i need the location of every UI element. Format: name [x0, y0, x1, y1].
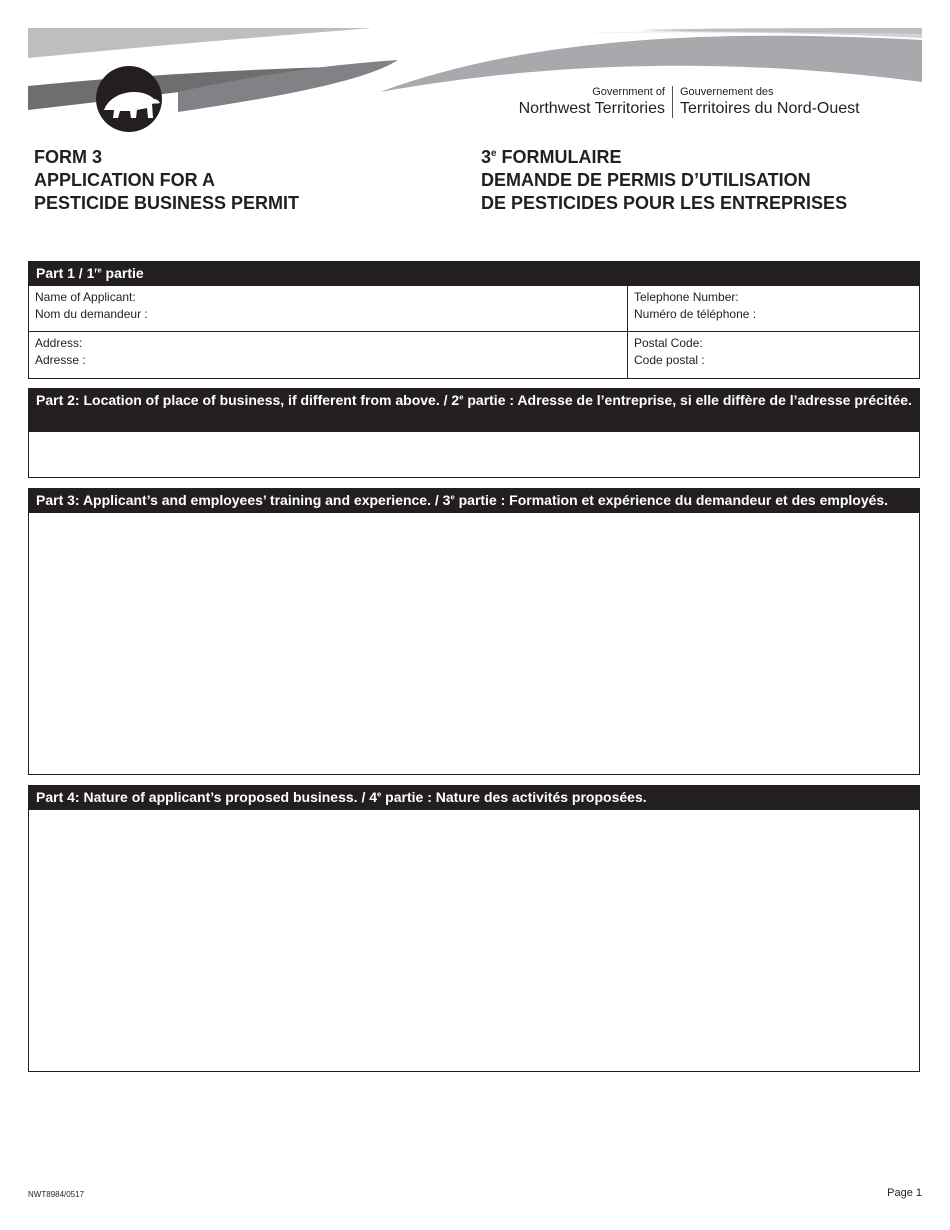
- part1-header-text-b: partie: [101, 265, 144, 281]
- part1-section: [28, 261, 920, 379]
- part3-header-text: Part 3: Applicant’s and employees’ training and experience. / 3: [36, 492, 451, 508]
- address-label-fr: Adresse :: [35, 353, 86, 367]
- gov-fr-line2: Territoires du Nord-Ouest: [680, 100, 860, 117]
- part4-section: [28, 785, 920, 1072]
- part4-header: [29, 786, 919, 810]
- telephone-label-fr: Numéro de téléphone :: [634, 307, 757, 321]
- part3-section: [28, 488, 920, 775]
- postal-code-label-en: Postal Code:: [634, 336, 703, 350]
- applicant-name-label-fr: Nom du demandeur :: [35, 307, 148, 321]
- swoosh-right-light: [380, 36, 922, 92]
- part3-header: [29, 489, 919, 513]
- government-divider: [672, 86, 673, 118]
- part4-header-text-b: partie : Nature des activités proposées.: [381, 789, 647, 805]
- part3-header-sup: e: [450, 492, 455, 502]
- swoosh-top-light: [28, 28, 372, 58]
- telephone-field[interactable]: [628, 286, 919, 331]
- part4-header-text: Part 4: Nature of applicant’s proposed business. / 4: [36, 789, 378, 805]
- proposed-business-field[interactable]: [29, 810, 919, 1071]
- title-en-line1: FORM 3: [34, 147, 103, 167]
- part1-row-address-postal: [29, 331, 919, 378]
- form-title-fr: [481, 146, 921, 215]
- part1-header-text: Part 1 / 1: [36, 265, 95, 281]
- part3-header-text-b: partie : Formation et expérience du demandeur et des employés.: [454, 492, 889, 508]
- address-label-en: Address:: [35, 336, 83, 350]
- part1-header: [29, 262, 919, 285]
- title-en-line2: APPLICATION FOR A: [34, 170, 215, 190]
- part1-row-name-phone: [29, 285, 919, 331]
- business-location-field[interactable]: [29, 432, 919, 477]
- gov-fr-line1: Gouvernement des: [680, 86, 774, 98]
- applicant-name-field[interactable]: [29, 286, 628, 331]
- form-code: NWT8984/0517: [28, 1190, 85, 1199]
- telephone-label-en: Telephone Number:: [634, 290, 739, 304]
- part2-header: [29, 389, 919, 432]
- part4-header-sup: e: [377, 789, 382, 799]
- form-title-en: [34, 146, 454, 215]
- government-name-fr: [680, 86, 860, 118]
- page-number: Page 1: [887, 1187, 922, 1199]
- title-fr-number: 3: [481, 147, 492, 167]
- part1-header-sup: re: [94, 265, 102, 275]
- applicant-name-label-en: Name of Applicant:: [35, 290, 136, 304]
- gov-en-line1: Government of: [592, 86, 665, 98]
- training-experience-field[interactable]: [29, 513, 919, 774]
- part2-section: [28, 388, 920, 478]
- title-fr-line3: DE PESTICIDES POUR LES ENTREPRISES: [481, 193, 848, 213]
- government-name-en: [519, 86, 665, 118]
- postal-code-field[interactable]: [628, 332, 919, 378]
- title-fr-sup: e: [491, 148, 497, 159]
- title-en-line3: PESTICIDE BUSINESS PERMIT: [34, 193, 300, 213]
- gov-en-line2: Northwest Territories: [518, 100, 665, 117]
- title-fr-word: FORMULAIRE: [496, 147, 622, 167]
- polar-bear-icon: [96, 66, 162, 132]
- part2-header-text: Part 2: Location of place of business, if different from above. / 2: [36, 392, 460, 408]
- part2-header-text-b: partie : Adresse de l’entreprise, si elle diffère de l’adresse précitée.: [463, 392, 912, 408]
- swoosh-mid-dark: [178, 60, 398, 112]
- postal-code-label-fr: Code postal :: [634, 353, 705, 367]
- address-field[interactable]: [29, 332, 628, 378]
- part2-header-sup: e: [459, 392, 464, 402]
- title-fr-line1: [481, 146, 921, 169]
- title-fr-line2: DEMANDE DE PERMIS D’UTILISATION: [481, 170, 811, 190]
